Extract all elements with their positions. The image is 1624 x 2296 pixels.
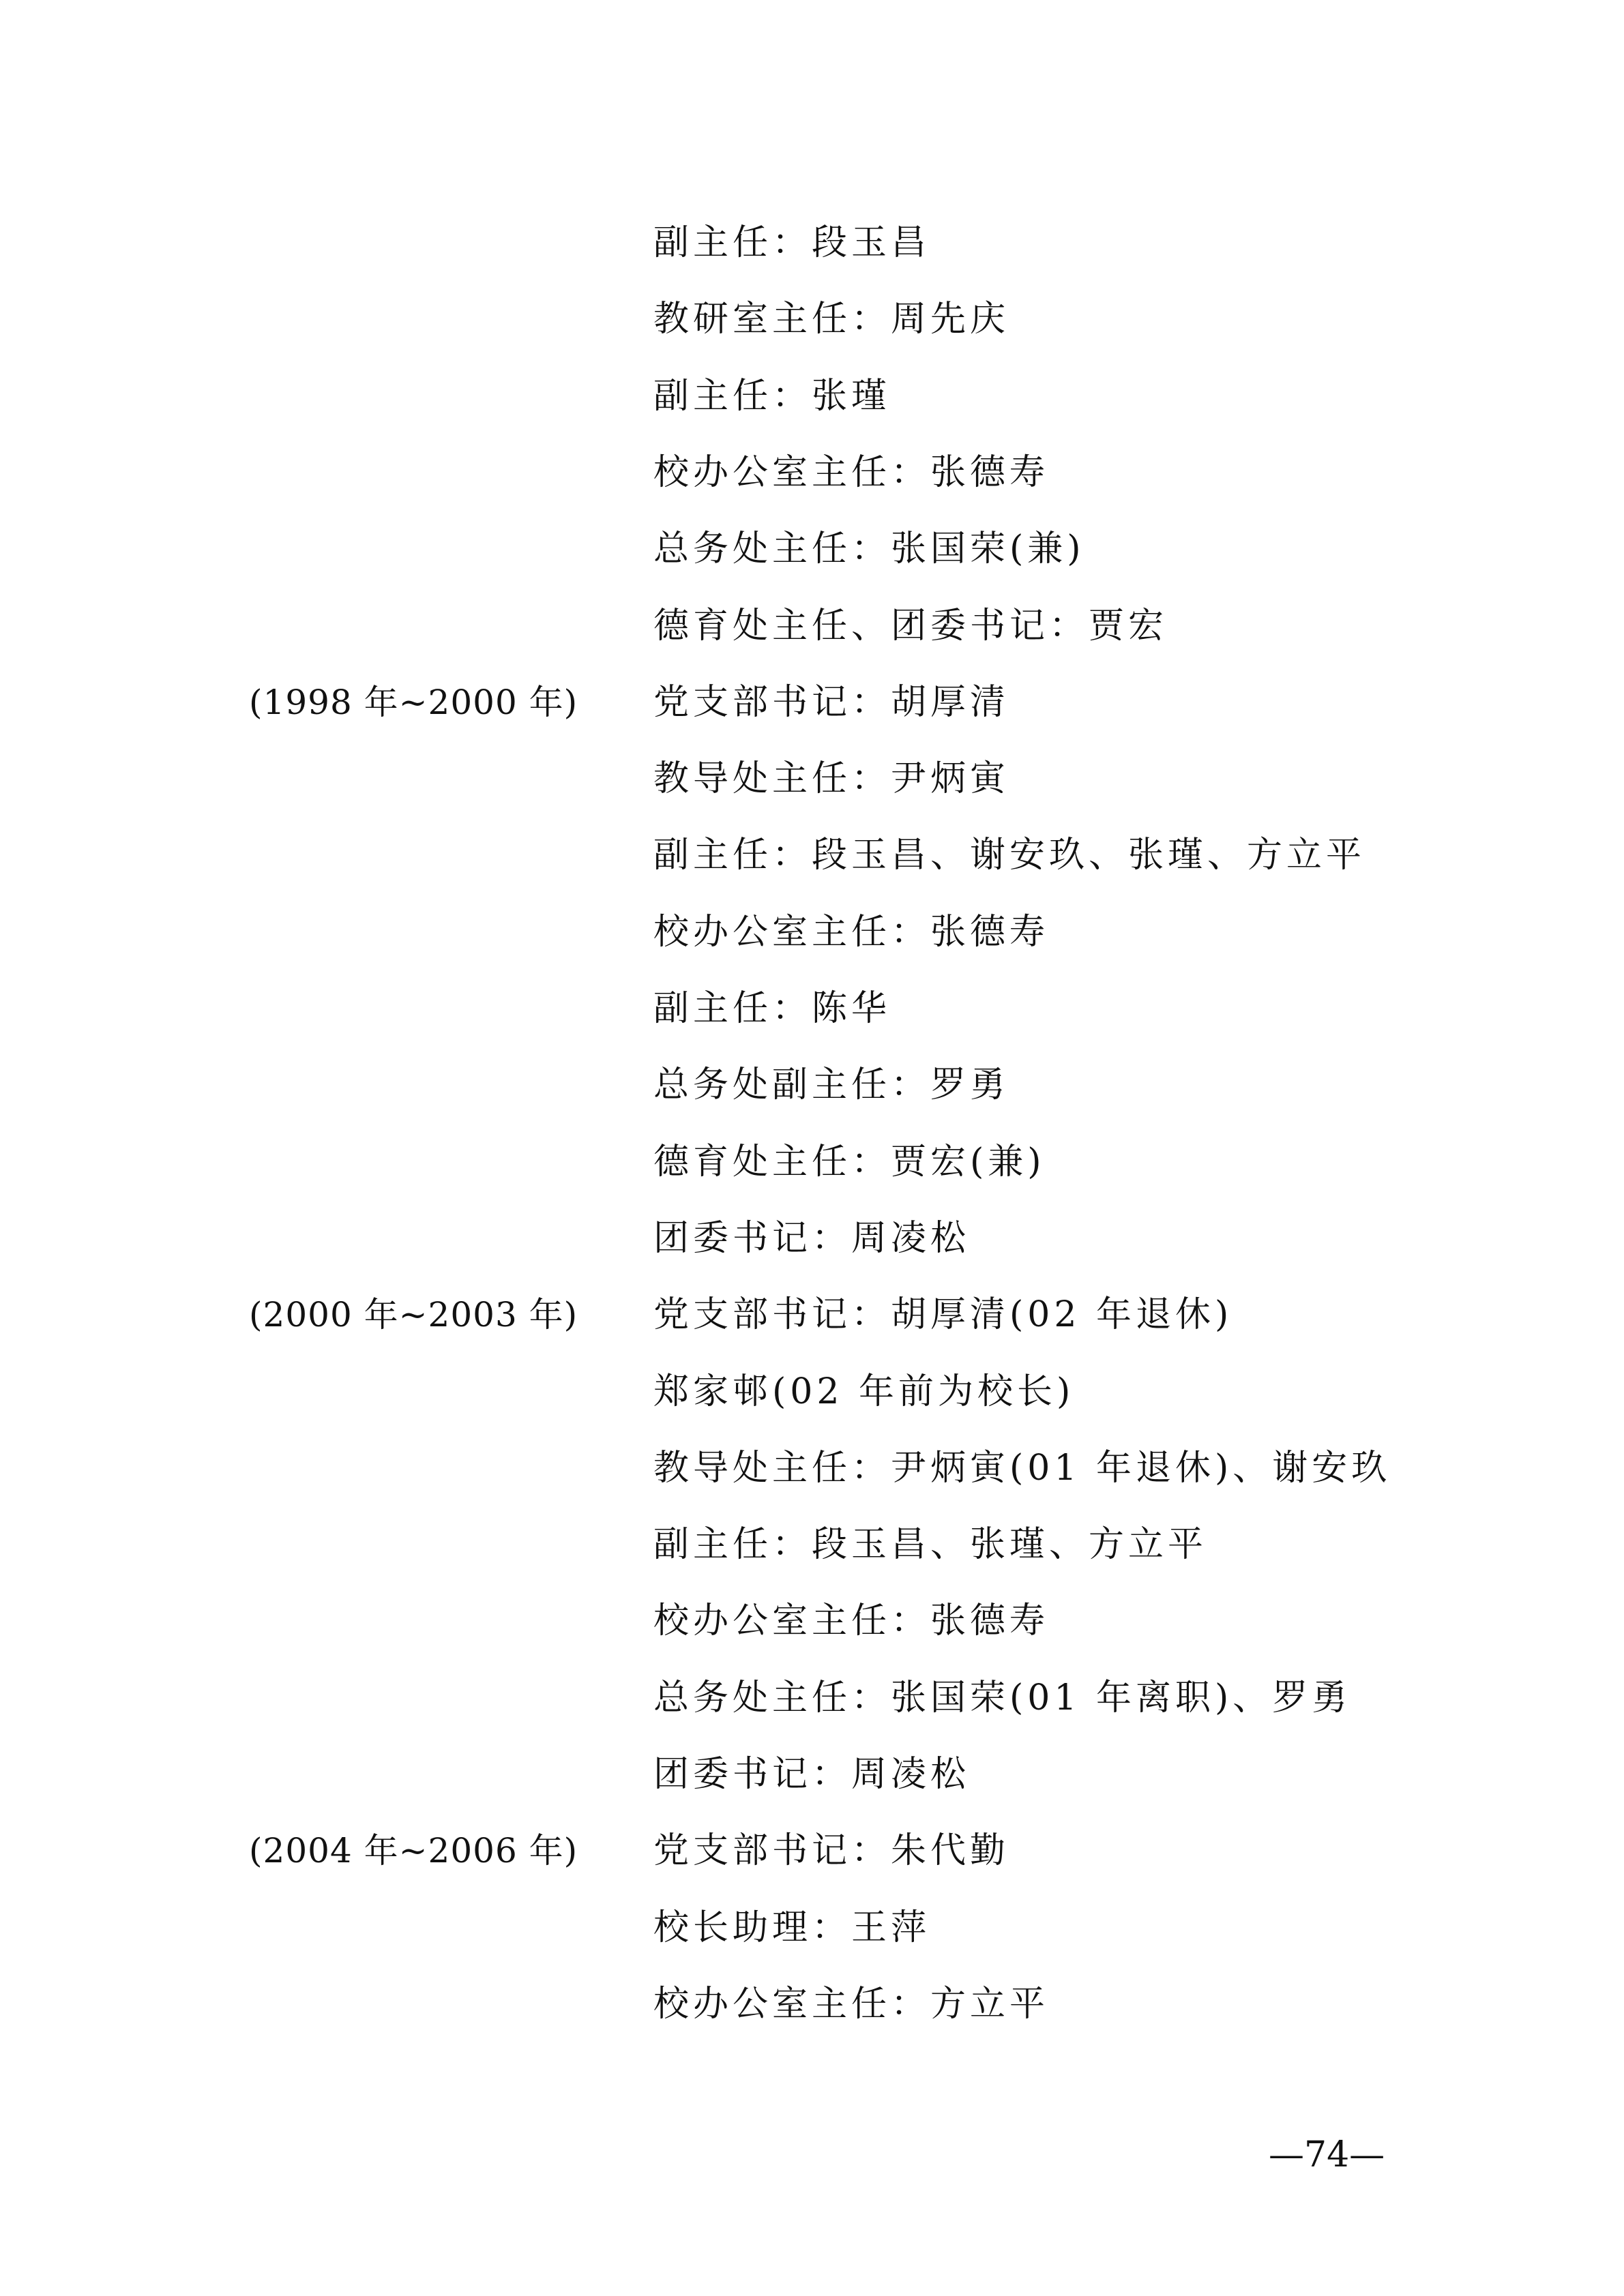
roster-row [0, 1124, 1624, 1200]
roster-entry: 校长助理：王萍 [653, 1907, 931, 1948]
roster-entry: 校办公室主任：张德寿 [653, 912, 1050, 953]
roster-row [0, 1200, 1624, 1277]
roster-entry: 总务处副主任：罗勇 [653, 1064, 1010, 1105]
page-number: —74— [1269, 2134, 1385, 2175]
roster-row [0, 1890, 1624, 1966]
roster-entry: 党支部书记：胡厚清(02 年退休) [653, 1294, 1233, 1335]
roster-entry: 郑家邨(02 年前为校长) [653, 1371, 1075, 1412]
roster-row [0, 970, 1624, 1047]
roster-row [0, 1660, 1624, 1736]
roster-row [0, 1430, 1624, 1506]
period-label: (2000 年~2003 年) [249, 1295, 578, 1335]
roster-entry: 党支部书记：朱代勤 [653, 1830, 1010, 1871]
roster-row [0, 664, 1624, 741]
roster-entry: 校办公室主任：张德寿 [653, 1600, 1050, 1641]
roster-row [0, 205, 1624, 281]
roster-entry: 总务处主任：张国荣(兼) [653, 528, 1085, 569]
roster-entry: 教研室主任：周先庆 [653, 299, 1010, 340]
roster-entry: 党支部书记：胡厚清 [653, 682, 1010, 723]
roster-entry: 副主任：段玉昌、张瑾、方立平 [653, 1524, 1208, 1565]
roster-row [0, 1354, 1624, 1430]
roster-row [0, 1047, 1624, 1123]
roster-entry: 副主任：段玉昌 [653, 222, 931, 263]
roster-entry: 校办公室主任：张德寿 [653, 452, 1050, 493]
roster-entry: 团委书记：周凌松 [653, 1754, 971, 1795]
roster-row [0, 1506, 1624, 1583]
roster-row [0, 1966, 1624, 2042]
roster-entry: 德育处主任、团委书记：贾宏 [653, 606, 1168, 646]
period-label: (2004 年~2006 年) [249, 1831, 578, 1870]
roster-row [0, 1813, 1624, 1889]
roster-row [0, 358, 1624, 434]
roster-entry: 教导处主任：尹炳寅 [653, 758, 1010, 799]
roster-row [0, 817, 1624, 893]
roster-row [0, 894, 1624, 970]
roster-row [0, 1736, 1624, 1813]
roster-entry: 副主任：张瑾 [653, 376, 891, 417]
roster-entry: 德育处主任：贾宏(兼) [653, 1142, 1046, 1182]
roster-row [0, 588, 1624, 664]
roster-row [0, 741, 1624, 817]
period-label: (1998 年~2000 年) [249, 683, 578, 722]
roster-entry: 总务处主任：张国荣(01 年离职)、罗勇 [653, 1678, 1352, 1718]
roster-row [0, 511, 1624, 587]
roster-entry: 团委书记：周凌松 [653, 1218, 971, 1259]
roster-entry: 副主任：段玉昌、谢安玖、张瑾、方立平 [653, 835, 1366, 876]
roster-row [0, 1583, 1624, 1659]
roster-entry: 副主任：陈华 [653, 988, 891, 1029]
roster-row [0, 1277, 1624, 1353]
roster-row [0, 281, 1624, 357]
roster-entry: 教导处主任：尹炳寅(01 年退休)、谢安玖 [653, 1448, 1391, 1489]
roster-entry: 校办公室主任：方立平 [653, 1984, 1050, 2025]
roster-row [0, 434, 1624, 511]
